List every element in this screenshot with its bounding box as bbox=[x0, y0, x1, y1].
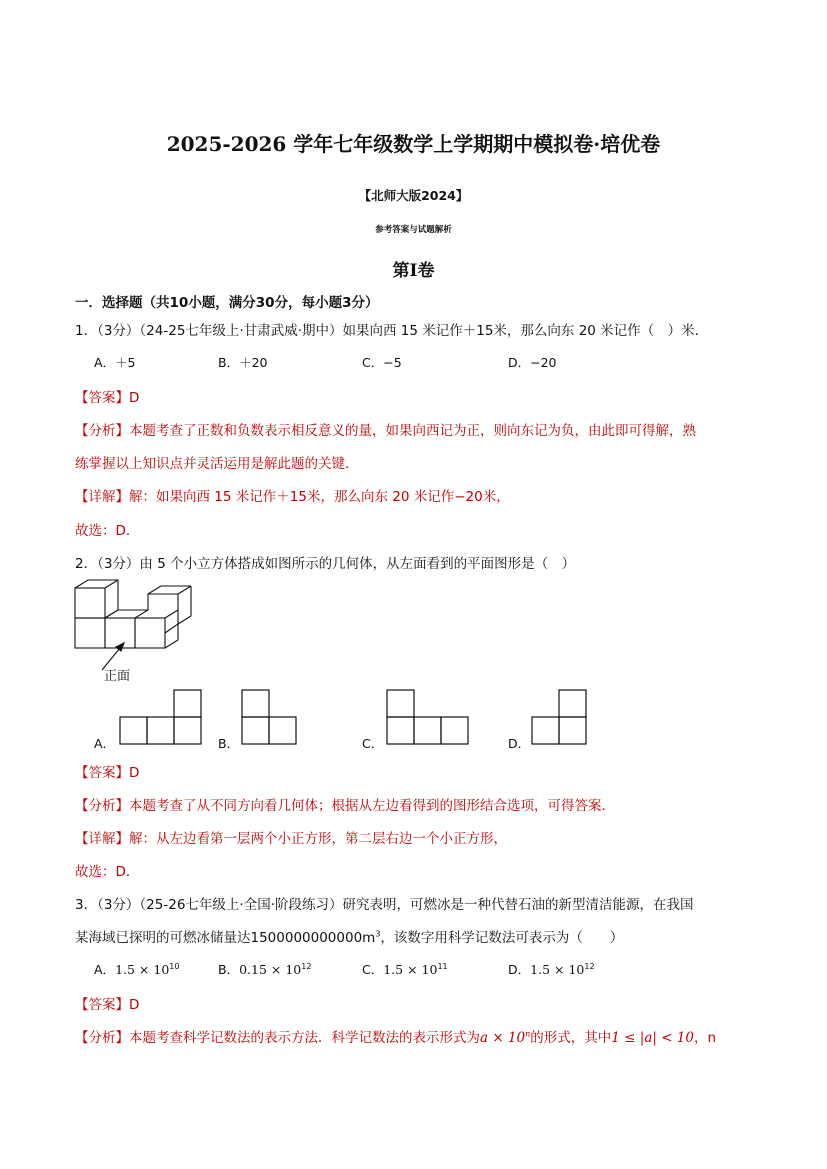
q2-option-b: B． bbox=[218, 736, 240, 751]
q3-stem-post: ，该数字用科学记数法可表示为（ ） bbox=[380, 930, 624, 946]
analysis-tag: 【分析】 bbox=[75, 798, 129, 814]
option-exp: 12 bbox=[301, 961, 312, 971]
analysis-mid: 的形式，其中 bbox=[530, 1030, 612, 1046]
q2-stem: 2．（3分）由 5 个小立方体搭成如图所示的几何体，从左面看到的平面图形是（ ） bbox=[75, 556, 576, 572]
q3-option-b bbox=[218, 960, 311, 978]
analysis-end: ，n bbox=[693, 1030, 717, 1046]
q3-option-c bbox=[362, 960, 448, 978]
analysis-text: 本题考查了从不同方向看几何体；根据从左边看得到的图形结合选项，可得答案． bbox=[129, 798, 615, 814]
option-label: A． bbox=[94, 962, 116, 977]
q1-analysis-cont: 练掌握以上知识点并灵活运用是解此题的关键． bbox=[75, 456, 359, 472]
option-label: C． bbox=[362, 962, 384, 977]
option-label: D． bbox=[508, 962, 531, 977]
q1-answer bbox=[75, 386, 139, 406]
option-base: 1.5 × 10 bbox=[530, 962, 585, 977]
answer-value: D bbox=[129, 765, 140, 781]
option-exp: 10 bbox=[169, 961, 180, 971]
analysis-form: a × 10 bbox=[480, 1030, 526, 1046]
q2-option-c: C． bbox=[362, 736, 384, 751]
q1-analysis bbox=[75, 419, 696, 439]
detail-tag: 【详解】 bbox=[75, 831, 129, 847]
analysis-tag: 【分析】 bbox=[75, 423, 129, 439]
analysis-tag: 【分析】 bbox=[75, 1030, 129, 1046]
q1-option-d: D．−20 bbox=[508, 355, 557, 370]
q1-option-b: B．＋20 bbox=[218, 355, 268, 370]
q3-stem-sup: 3 bbox=[375, 929, 381, 939]
analysis-text: 本题考查了正数和负数表示相反意义的量，如果向西记为正，则向东记为负，由此即可得解，熟 bbox=[129, 423, 696, 439]
answer-tag: 【答案】 bbox=[75, 765, 129, 781]
option-base: 1.5 × 10 bbox=[383, 962, 438, 977]
q1-option-c: C．−5 bbox=[362, 355, 402, 370]
option-base: 0.15 × 10 bbox=[239, 962, 302, 977]
q2-option-d: D． bbox=[508, 736, 531, 751]
q3-answer bbox=[75, 993, 139, 1013]
q2-option-b-figure bbox=[240, 690, 300, 746]
q2-conclusion: 故选：D． bbox=[75, 864, 140, 880]
subtitle: 参考答案与试题解析 bbox=[375, 225, 452, 235]
answer-tag: 【答案】 bbox=[75, 997, 129, 1013]
q2-analysis bbox=[75, 794, 615, 814]
q2-cube-figure bbox=[72, 578, 202, 678]
document-title: 2025-2026 学年七年级数学上学期期中模拟卷·培优卷 bbox=[166, 132, 661, 156]
answer-value: D bbox=[129, 997, 140, 1013]
detail-text: 解：如果向西 15 米记作＋15米，那么向东 20 米记作−20米， bbox=[129, 489, 510, 505]
q3-analysis bbox=[75, 1026, 716, 1046]
analysis-form-exp: n bbox=[525, 1029, 531, 1039]
q1-stem: 1．（3分）（24-25七年级上·甘肃武威·期中）如果向西 15 米记作＋15米，那么向东 20 米记作（ ）米． bbox=[75, 323, 709, 339]
q1-option-a: A．＋5 bbox=[94, 355, 136, 370]
option-base: 1.5 × 10 bbox=[115, 962, 170, 977]
q3-stem-pre: 某海域已探明的可燃冰储量达1500000000000m bbox=[75, 930, 376, 946]
q2-answer bbox=[75, 761, 139, 781]
option-label: B． bbox=[218, 962, 240, 977]
q3-stem: 3．（3分）（25-26七年级上·全国·阶段练习）研究表明，可燃冰是一种代替石油的新型清洁能源，在我国 bbox=[75, 897, 694, 913]
q1-detail bbox=[75, 485, 510, 505]
option-exp: 12 bbox=[584, 961, 595, 971]
q3-option-d bbox=[508, 960, 595, 978]
answer-value: D bbox=[129, 390, 140, 406]
detail-text: 解：从左边看第一层两个小正方形，第二层右边一个小正方形， bbox=[129, 831, 507, 847]
front-label: 正面 bbox=[104, 669, 131, 684]
edition-label: 【北师大版2024】 bbox=[358, 188, 469, 203]
answer-tag: 【答案】 bbox=[75, 390, 129, 406]
q1-conclusion: 故选：D． bbox=[75, 523, 140, 539]
q2-option-c-figure bbox=[385, 690, 470, 746]
detail-tag: 【详解】 bbox=[75, 489, 129, 505]
section-heading: 一．选择题（共10小题，满分30分，每小题3分） bbox=[75, 295, 379, 311]
analysis-range: 1 ≤ |a| < 10 bbox=[611, 1030, 694, 1046]
option-exp: 11 bbox=[437, 961, 448, 971]
q3-option-a bbox=[94, 960, 179, 978]
q2-detail bbox=[75, 827, 507, 847]
analysis-text: 本题考查科学记数法的表示方法．科学记数法的表示形式为 bbox=[129, 1030, 480, 1046]
q2-option-d-figure bbox=[530, 690, 590, 746]
q2-option-a-figure bbox=[118, 690, 203, 746]
q2-option-a: A． bbox=[94, 736, 116, 751]
volume-heading: 第Ⅰ卷 bbox=[392, 261, 435, 281]
q3-stem-cont bbox=[75, 926, 623, 946]
